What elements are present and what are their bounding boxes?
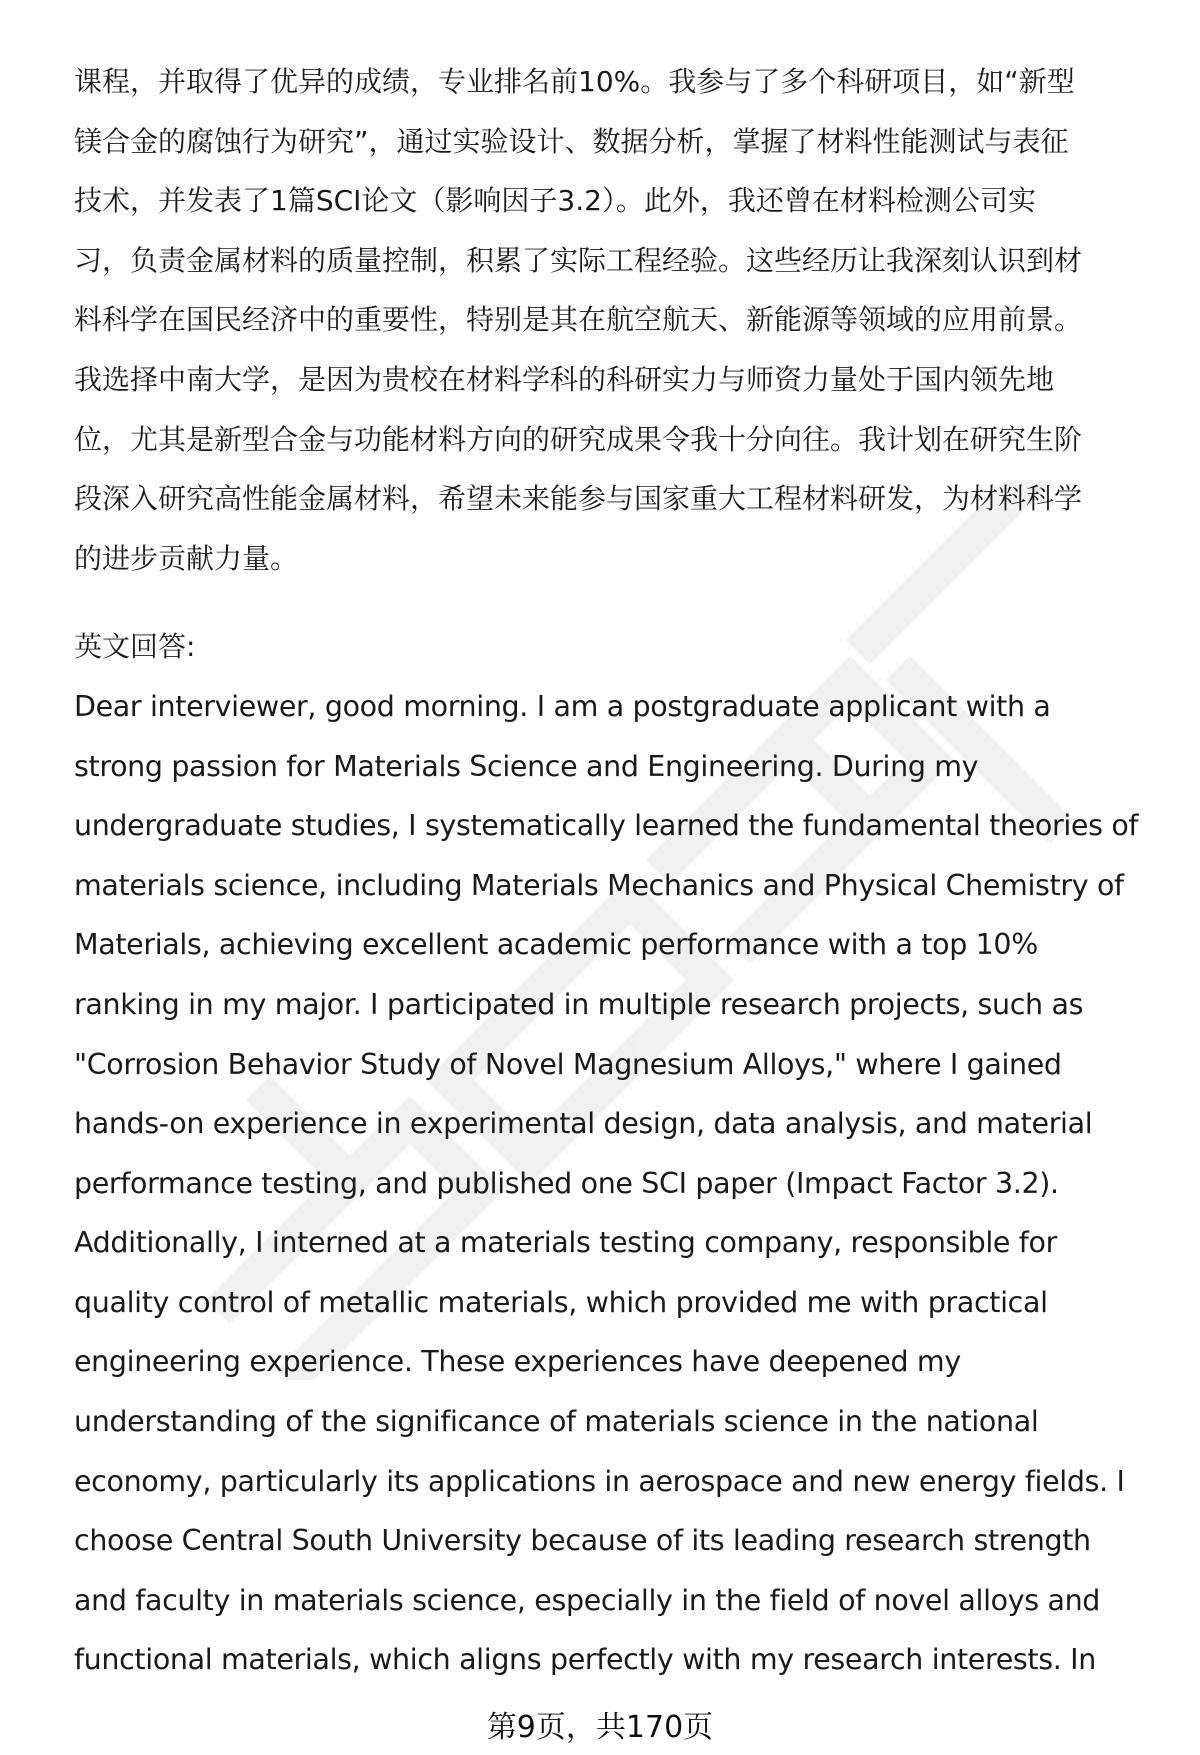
en-line: economy, particularly its applications in aerospace and new energy fields. I: [74, 1464, 1125, 1498]
english-answer-paragraph: [74, 677, 1156, 1690]
en-line: quality control of metallic materials, which provided me with practical: [74, 1285, 1048, 1319]
cn-line: 镁合金的腐蚀行为研究”，通过实验设计、数据分析，掌握了材料性能测试与表征: [74, 124, 1069, 158]
page-content: [74, 52, 1156, 1690]
en-line: strong passion for Materials Science and Engineering. During my: [74, 749, 979, 783]
cn-line: 料科学在国民经济中的重要性，特别是其在航空航天、新能源等领域的应用前景。: [74, 303, 1083, 337]
cn-line: 技术，并发表了1篇SCI论文（影响因子3.2）。此外，我还曾在材料检测公司实: [74, 184, 1036, 218]
cn-line: 的进步贡献力量。: [74, 541, 299, 575]
en-line: and faculty in materials science, especially in the field of novel alloys and: [74, 1583, 1101, 1617]
en-line: Dear interviewer, good morning. I am a postgraduate applicant with a: [74, 689, 1051, 723]
en-line: Materials, achieving excellent academic performance with a top 10%: [74, 928, 1038, 962]
en-line: understanding of the significance of materials science in the national: [74, 1405, 1039, 1439]
cn-line: 位，尤其是新型合金与功能材料方向的研究成果令我十分向往。我计划在研究生阶: [74, 422, 1083, 456]
english-answer-heading: 英文回答:: [74, 630, 196, 664]
en-line: "Corrosion Behavior Study of Novel Magnesium Alloys," where I gained: [74, 1047, 1062, 1081]
en-line: hands-on experience in experimental design, data analysis, and material: [74, 1107, 1093, 1141]
chinese-answer-paragraph: [74, 52, 1156, 588]
cn-line: 我选择中南大学，是因为贵校在材料学科的科研实力与师资力量处于国内领先地: [74, 362, 1055, 396]
page-number-footer: 第9页，共170页: [486, 1710, 714, 1745]
en-line: functional materials, which aligns perfectly with my research interests. In: [74, 1643, 1096, 1677]
cn-line: 段深入研究高性能金属材料，希望未来能参与国家重大工程材料研发，为材料科学: [74, 482, 1083, 516]
en-line: undergraduate studies, I systematically learned the fundamental theories of: [74, 809, 1139, 843]
en-line: ranking in my major. I participated in multiple research projects, such as: [74, 987, 1084, 1021]
en-line: Additionally, I interned at a materials testing company, responsible for: [74, 1226, 1057, 1260]
en-line: choose Central South University because of its leading research strength: [74, 1524, 1091, 1558]
en-line: materials science, including Materials Mechanics and Physical Chemistry of: [74, 868, 1124, 902]
en-line: performance testing, and published one SCI paper (Impact Factor 3.2).: [74, 1166, 1059, 1200]
cn-line: 课程，并取得了优异的成绩，专业排名前10%。我参与了多个科研项目，如“新型: [74, 65, 1075, 98]
cn-line: 习，负责金属材料的质量控制，积累了实际工程经验。这些经历让我深刻认识到材: [74, 243, 1083, 277]
en-line: engineering experience. These experiences have deepened my: [74, 1345, 961, 1379]
